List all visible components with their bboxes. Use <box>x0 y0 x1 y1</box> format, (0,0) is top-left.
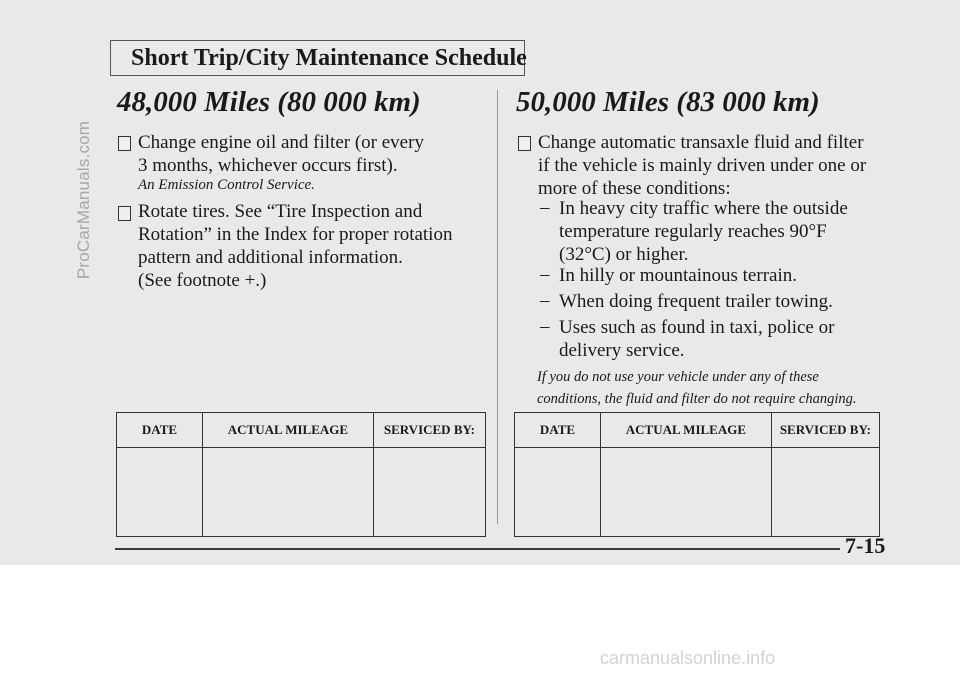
table-header-serviced-by: SERVICED BY: <box>771 413 879 448</box>
text-line: (32°C) or higher. <box>559 244 689 265</box>
left-item1-note: An Emission Control Service. <box>138 177 315 193</box>
mileage-cell[interactable] <box>600 448 771 537</box>
text-line: Rotation” in the Index for proper rotation <box>138 224 453 245</box>
text-line: 3 months, whichever occurs first). <box>138 155 398 176</box>
right-note <box>537 366 857 410</box>
text-line: more of these conditions: <box>538 178 731 199</box>
bullet-dash: – <box>540 316 550 337</box>
date-cell[interactable] <box>515 448 601 537</box>
text-line: Change automatic transaxle fluid and filter <box>538 132 864 153</box>
bullet-dash: – <box>540 290 550 311</box>
left-service-log-table <box>116 412 486 537</box>
right-item1-text <box>538 131 866 200</box>
right-mileage-heading: 50,000 Miles (83 000 km) <box>516 86 820 118</box>
mileage-cell[interactable] <box>203 448 374 537</box>
table-header-mileage: ACTUAL MILEAGE <box>600 413 771 448</box>
table-header-date: DATE <box>117 413 203 448</box>
left-mileage-heading: 48,000 Miles (80 000 km) <box>117 86 421 118</box>
text-line: delivery service. <box>559 340 685 361</box>
text-line: If you do not use your vehicle under any of these <box>537 369 819 385</box>
bullet-dash: – <box>540 264 550 285</box>
text-line: In hilly or mountainous terrain. <box>559 265 797 286</box>
left-item1-checkbox[interactable] <box>118 136 131 151</box>
text-line: pattern and additional information. <box>138 247 403 268</box>
right-service-log-table <box>514 412 880 537</box>
table-header-serviced-by: SERVICED BY: <box>373 413 485 448</box>
right-item1-checkbox[interactable] <box>518 136 531 151</box>
left-item2-text <box>138 200 452 292</box>
section-title-box <box>110 40 525 76</box>
footer-rule <box>115 548 840 550</box>
serviced-by-cell[interactable] <box>373 448 485 537</box>
condition-item <box>559 197 848 266</box>
table-header-mileage: ACTUAL MILEAGE <box>203 413 374 448</box>
left-item2-checkbox[interactable] <box>118 206 131 221</box>
condition-item <box>559 316 834 362</box>
side-watermark: ProCarManuals.com <box>74 120 93 280</box>
text-line: conditions, the fluid and filter do not require changing. <box>537 391 857 407</box>
text-line: When doing frequent trailer towing. <box>559 291 833 312</box>
text-line: Uses such as found in taxi, police or <box>559 317 835 338</box>
text-line: temperature regularly reaches 90°F <box>559 221 827 242</box>
text-line: Rotate tires. See “Tire Inspection and <box>138 201 423 222</box>
text-line: In heavy city traffic where the outside <box>559 198 848 219</box>
section-title: Short Trip/City Maintenance Schedule <box>131 45 527 71</box>
page-number: 7-15 <box>845 533 886 558</box>
date-cell[interactable] <box>117 448 203 537</box>
text-line: (See footnote +.) <box>138 270 267 291</box>
text-line: if the vehicle is mainly driven under one or <box>538 155 867 176</box>
column-divider <box>497 90 498 524</box>
left-item1-text <box>138 131 424 177</box>
table-header-date: DATE <box>515 413 601 448</box>
condition-item <box>559 264 797 287</box>
bullet-dash: – <box>540 197 550 218</box>
serviced-by-cell[interactable] <box>771 448 879 537</box>
footer-watermark: carmanualsonline.info <box>600 648 776 668</box>
text-line: Change engine oil and filter (or every <box>138 132 424 153</box>
condition-item <box>559 290 833 313</box>
